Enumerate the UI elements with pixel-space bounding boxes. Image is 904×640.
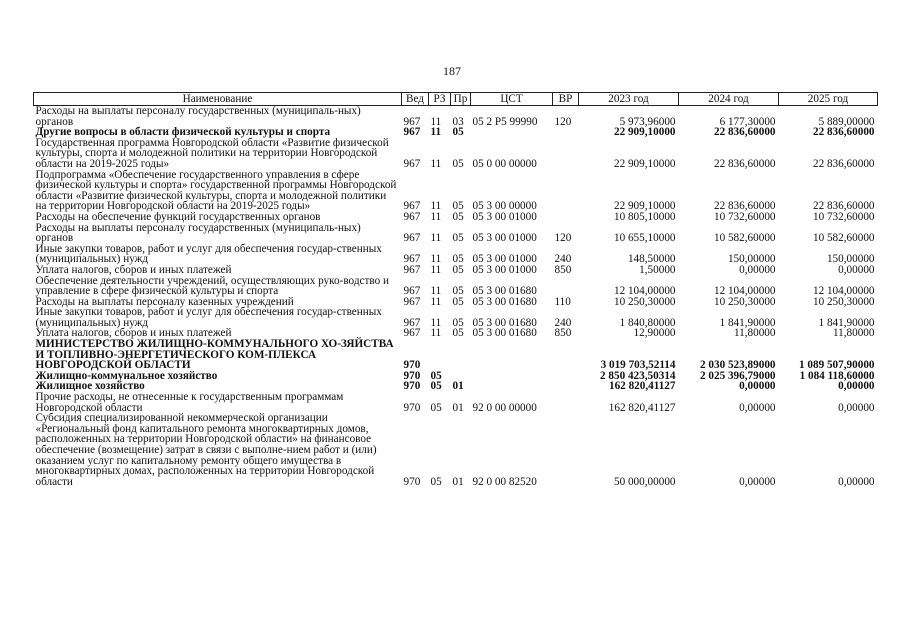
page-number: 187	[443, 64, 461, 78]
cell-name: Обеспечение деятельности учреждений, осуществляющих руко-водство и управление в сфере физической культуры и спорта	[35, 274, 389, 298]
cell-ved: 967	[403, 316, 421, 329]
cell-name: Расходы на выплаты персоналу казенных учреждений	[35, 295, 294, 308]
cell-2025: 11,80000	[832, 327, 875, 340]
cell-name: Субсидия специализированной некоммерческой организации «Региональный фонд капитального ремонта многоквартирных домов, расположенных на территории Новгородской области» на финансовое обеспечение (возмещение) затрат в связи с выполне-нием работ и (или) оказанием услуг по капитальному ремонту общего имущества в многоквартирных домах, расположенных на территории Новгородской области	[35, 412, 377, 488]
cell-2025: 0,00000	[838, 380, 875, 393]
cell-ved: 967	[403, 210, 421, 223]
cell-ved: 970	[403, 475, 421, 488]
cell-rz: 11	[430, 253, 442, 266]
cell-vr: 120	[554, 232, 572, 245]
cell-pr: 05	[452, 157, 464, 170]
table-row	[34, 212, 878, 223]
header-rz: РЗ	[429, 93, 451, 106]
table-row	[34, 339, 878, 371]
cell-2023: 10 655,10000	[613, 232, 676, 245]
cell-2023: 1 840,80000	[619, 316, 676, 329]
header-2023: 2023 год	[579, 93, 679, 106]
cell-2025: 1 089 507,90000	[798, 359, 875, 372]
cell-name: Уплата налогов, сборов и иных платежей	[35, 327, 232, 340]
cell-name: Иные закупки товаров, работ и услуг для обеспечения государ-ственных (муниципальных) нужд	[35, 306, 382, 329]
cell-cst: 05 3 00 01000	[472, 253, 537, 266]
cell-pr: 05	[452, 285, 464, 298]
cell-pr: 05	[452, 263, 464, 276]
cell-2023: 12 104,00000	[613, 285, 676, 298]
cell-vr	[553, 371, 579, 382]
cell-pr: 05	[452, 232, 464, 245]
header-cst: ЦСТ	[471, 93, 553, 106]
cell-cst: 05 3 00 01680	[472, 295, 537, 308]
cell-cst: 05 3 00 01680	[472, 316, 537, 329]
cell-ved: 967	[403, 327, 421, 340]
cell-rz: 11	[430, 295, 442, 308]
cell-pr: 01	[452, 401, 464, 414]
cell-2024: 22 836,60000	[713, 126, 776, 139]
table-row	[34, 413, 878, 487]
cell-2024: 0,00000	[739, 263, 776, 276]
cell-2023: 22 909,10000	[613, 126, 676, 139]
cell-name: Прочие расходы, не отнесенные к государственным программам Новгородской области	[35, 391, 344, 414]
cell-name: Государственная программа Новгородской области «Развитие физической культуры, спорта и молодежной политики на территории Новгородской области на 2019-2025 годы»	[35, 136, 389, 170]
cell-pr: 05	[452, 200, 464, 213]
cell-rz: 11	[430, 210, 442, 223]
cell-pr: 03	[452, 115, 464, 128]
cell-name: Жилищное хозяйство	[35, 380, 145, 393]
cell-2025: 10 250,30000	[812, 295, 875, 308]
cell-2023: 22 909,10000	[613, 157, 676, 170]
cell-name: Уплата налогов, сборов и иных платежей	[35, 263, 232, 276]
cell-2024: 11,80000	[733, 327, 776, 340]
table-row	[34, 392, 878, 413]
cell-pr: 05	[452, 316, 464, 329]
cell-vr: 240	[554, 316, 572, 329]
cell-cst: 05 3 00 01680	[472, 285, 537, 298]
cell-2025: 0,00000	[838, 401, 875, 414]
cell-pr	[451, 339, 471, 371]
cell-vr: 850	[554, 327, 572, 340]
table-row	[34, 276, 878, 297]
cell-rz: 11	[430, 157, 442, 170]
cell-name: Иные закупки товаров, работ и услуг для обеспечения государ-ственных (муниципальных) нужд	[35, 242, 382, 266]
cell-rz: 11	[430, 285, 442, 298]
cell-name: Расходы на обеспечение функций государственных органов	[35, 210, 321, 223]
table-header-row	[34, 93, 878, 106]
cell-rz: 11	[430, 126, 442, 139]
cell-rz	[429, 339, 451, 371]
header-2024: 2024 год	[679, 93, 779, 106]
cell-vr: 110	[554, 295, 571, 308]
cell-ved: 967	[403, 126, 421, 139]
cell-pr: 05	[452, 126, 464, 139]
cell-cst: 05 3 00 01680	[472, 327, 537, 340]
cell-ved: 970	[403, 380, 421, 393]
cell-ved: 967	[403, 253, 421, 266]
cell-2023: 50 000,00000	[613, 475, 676, 488]
cell-cst	[471, 339, 553, 371]
cell-pr: 05	[452, 210, 464, 223]
cell-name: МИНИСТЕРСТВО ЖИЛИЩНО-КОММУНАЛЬНОГО ХО-ЗЯЙСТВА И ТОПЛИВНО-ЭНЕРГЕТИЧЕСКОГО КОМ-ПЛЕКСА НОВГОРОДСКОЙ ОБЛАСТИ	[35, 338, 394, 372]
cell-ved: 967	[403, 285, 421, 298]
cell-cst	[471, 127, 553, 138]
cell-vr	[553, 381, 579, 392]
cell-vr: 120	[554, 115, 572, 128]
cell-2024: 12 104,00000	[713, 285, 776, 298]
cell-name: Расходы на выплаты персоналу государственных (муниципаль-ных) органов	[35, 221, 361, 245]
cell-2025: 1 084 118,60000	[799, 369, 875, 382]
cell-2025: 0,00000	[838, 263, 875, 276]
cell-cst: 92 0 00 82520	[472, 475, 537, 488]
cell-2023: 3 019 703,52114	[600, 359, 676, 372]
cell-rz: 11	[430, 200, 442, 213]
cell-pr: 05	[452, 253, 464, 266]
cell-ved: 967	[403, 115, 421, 128]
cell-rz: 05	[430, 475, 442, 488]
cell-vr	[553, 339, 579, 371]
cell-rz: 05	[430, 380, 442, 393]
cell-2023: 22 909,10000	[613, 200, 676, 213]
cell-vr	[553, 413, 579, 487]
cell-2024: 22 836,60000	[713, 200, 776, 213]
cell-2024: 0,00000	[739, 475, 776, 488]
cell-2024: 150,00000	[727, 253, 776, 266]
cell-2024: 6 177,30000	[719, 115, 776, 128]
cell-ved: 967	[403, 232, 421, 245]
cell-2025: 10 732,60000	[812, 210, 875, 223]
cell-vr	[553, 138, 579, 170]
cell-2024: 10 732,60000	[713, 210, 776, 223]
cell-ved: 970	[403, 359, 421, 372]
cell-ved: 970	[403, 369, 421, 382]
cell-rz: 11	[430, 263, 442, 276]
cell-2025: 10 582,60000	[812, 232, 875, 245]
cell-2025: 22 836,60000	[812, 157, 875, 170]
cell-name: Жилищно-коммунальное хозяйство	[35, 369, 218, 382]
table-row	[34, 106, 878, 128]
cell-2023: 12,90000	[633, 327, 676, 340]
cell-ved: 967	[403, 157, 421, 170]
cell-2023: 10 250,30000	[613, 295, 676, 308]
cell-ved: 967	[403, 263, 421, 276]
cell-pr: 05	[452, 327, 464, 340]
cell-pr: 01	[452, 475, 464, 488]
cell-rz: 05	[430, 369, 442, 382]
cell-vr	[553, 212, 579, 223]
cell-cst	[471, 371, 553, 382]
cell-2024: 0,00000	[739, 401, 776, 414]
cell-vr	[553, 127, 579, 138]
table-row	[34, 265, 878, 276]
cell-name: Другие вопросы в области физической культуры и спорта	[35, 126, 331, 139]
cell-2023: 2 850 423,50314	[599, 369, 676, 382]
cell-vr	[553, 170, 579, 212]
cell-2024: 22 836,60000	[713, 157, 776, 170]
cell-2024: 0,00000	[739, 380, 776, 393]
cell-cst: 05 3 00 00000	[472, 200, 537, 213]
cell-2023: 10 805,10000	[613, 210, 676, 223]
header-vr: ВР	[553, 93, 579, 106]
cell-cst	[471, 381, 553, 392]
cell-ved: 967	[403, 295, 421, 308]
cell-vr	[553, 392, 579, 413]
cell-ved: 970	[403, 401, 421, 414]
cell-cst: 05 3 00 01000	[472, 210, 537, 223]
cell-rz: 11	[430, 115, 442, 128]
cell-2024: 1 841,90000	[719, 316, 776, 329]
cell-2024: 10 250,30000	[713, 295, 776, 308]
cell-rz: 05	[430, 401, 442, 414]
table-row	[34, 170, 878, 212]
cell-2025: 12 104,00000	[812, 285, 875, 298]
table-row	[34, 307, 878, 328]
cell-2025: 22 836,60000	[812, 200, 875, 213]
header-2025: 2025 год	[779, 93, 878, 106]
cell-2023: 1,50000	[639, 263, 676, 276]
cell-vr	[553, 276, 579, 297]
cell-2025: 22 836,60000	[812, 126, 875, 139]
cell-name: Подпрограмма «Обеспечение государственного управления в сфере физической культуры и спорта» государственной программы Новгородской области «Развитие физической культуры, спорта и молодежной политики на территории Новгородской области на 2019-2025 годы»	[35, 168, 397, 213]
header-ved: Вед	[402, 93, 429, 106]
cell-cst: 05 3 00 01000	[472, 263, 537, 276]
cell-vr: 240	[554, 253, 572, 266]
header-pr: Пр	[451, 93, 471, 106]
cell-cst: 05 2 Р5 99990	[472, 115, 538, 128]
cell-rz: 11	[430, 327, 442, 340]
cell-2023: 162 820,41127	[608, 401, 676, 414]
table-row	[34, 138, 878, 170]
table-body	[34, 106, 878, 488]
cell-2025: 150,00000	[826, 253, 875, 266]
cell-cst: 05 0 00 00000	[472, 157, 537, 170]
cell-2024: 2 025 396,79000	[699, 369, 776, 382]
cell-rz: 11	[430, 316, 442, 329]
cell-pr: 05	[452, 295, 464, 308]
cell-2024: 2 030 523,89000	[699, 359, 776, 372]
cell-2023: 148,50000	[627, 253, 676, 266]
cell-2023: 5 973,96000	[619, 115, 676, 128]
cell-pr: 01	[452, 380, 464, 393]
cell-name: Расходы на выплаты персоналу государственных (муниципаль-ных) органов	[35, 105, 361, 128]
budget-table	[33, 92, 878, 487]
cell-2024: 10 582,60000	[713, 232, 776, 245]
cell-2025: 0,00000	[838, 475, 875, 488]
cell-vr: 850	[554, 263, 572, 276]
cell-2023: 162 820,41127	[608, 380, 676, 393]
table-row	[34, 223, 878, 244]
table-row	[34, 244, 878, 265]
cell-2025: 1 841,90000	[818, 316, 875, 329]
cell-rz: 11	[430, 232, 442, 245]
header-name: Наименование	[34, 93, 402, 106]
cell-cst: 05 3 00 01000	[472, 232, 537, 245]
cell-cst: 92 0 00 00000	[472, 401, 537, 414]
cell-2025: 5 889,00000	[818, 115, 875, 128]
cell-ved: 967	[403, 200, 421, 213]
